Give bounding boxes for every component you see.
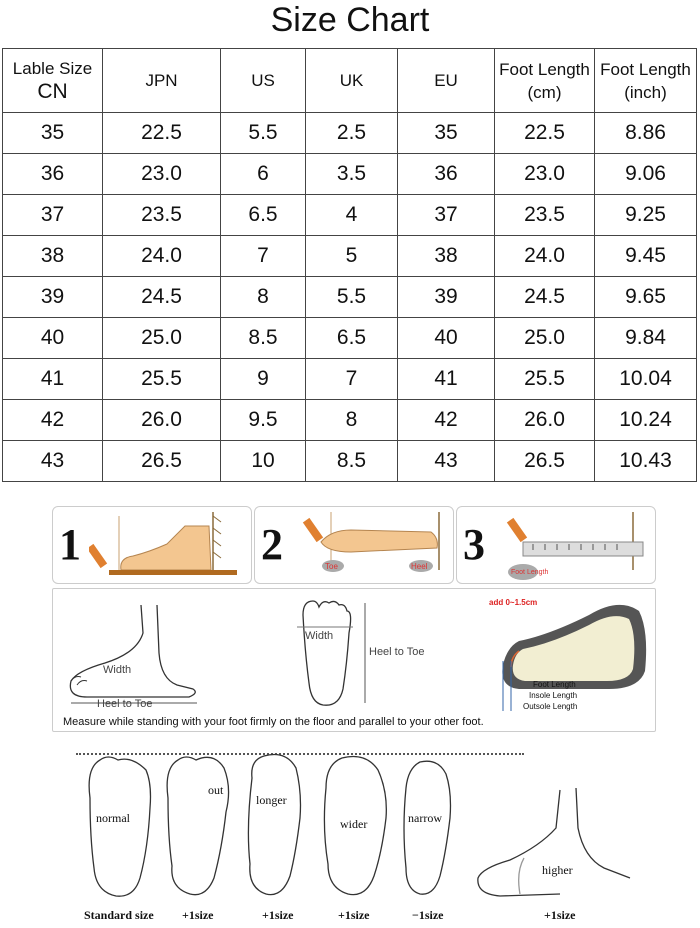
- table-cell: 9.25: [595, 195, 697, 236]
- foot-type-longer: longer: [256, 793, 287, 807]
- foot-type-size-labels: [0, 908, 700, 926]
- heel-label: Heel: [411, 562, 428, 571]
- table-cell: 22.5: [495, 113, 595, 154]
- foot-length-tag: Foot Length: [511, 569, 549, 576]
- table-cell: 38: [398, 236, 495, 277]
- outsole-length-label: Outsole Length: [523, 702, 578, 711]
- add-length-label: add 0~1.5cm: [489, 598, 538, 607]
- table-row: [3, 359, 697, 400]
- table-cell: 9.5: [221, 400, 306, 441]
- step-2-illustration: [291, 508, 451, 582]
- foot-type-out: out: [208, 783, 224, 797]
- column-header-foot-inch: Foot Length (inch): [595, 49, 697, 113]
- size-label-longer: +1size: [262, 908, 294, 922]
- table-row: [3, 277, 697, 318]
- column-header-jpn: JPN: [103, 49, 221, 113]
- table-cell: 23.0: [495, 154, 595, 195]
- table-row: [3, 318, 697, 359]
- table-cell: 41: [3, 359, 103, 400]
- table-row: [3, 441, 697, 482]
- table-cell: 10: [221, 441, 306, 482]
- size-label-wider: +1size: [338, 908, 370, 922]
- table-cell: 8.86: [595, 113, 697, 154]
- table-cell: 25.5: [495, 359, 595, 400]
- step-1-panel: [52, 506, 252, 584]
- table-cell: 7: [221, 236, 306, 277]
- step-3-panel: [456, 506, 656, 584]
- table-cell: 23.0: [103, 154, 221, 195]
- table-row: [3, 154, 697, 195]
- table-cell: 23.5: [495, 195, 595, 236]
- table-cell: 6: [221, 154, 306, 195]
- column-header-cn: Lable Size CN: [3, 49, 103, 113]
- foot-type-narrow: narrow: [408, 811, 442, 825]
- insole-length-label: Insole Length: [529, 691, 578, 700]
- table-cell: 24.0: [103, 236, 221, 277]
- table-cell: 8: [221, 277, 306, 318]
- table-cell: 6.5: [306, 318, 398, 359]
- foot-type-wider: wider: [340, 817, 368, 831]
- table-cell: 2.5: [306, 113, 398, 154]
- table-row: [3, 195, 697, 236]
- table-cell: 38: [3, 236, 103, 277]
- foot-types-illustration: [0, 748, 700, 898]
- size-label-standard: Standard size: [84, 908, 154, 922]
- foot-length-label: Foot Length: [533, 680, 576, 689]
- size-table: [2, 48, 697, 482]
- table-cell: 10.43: [595, 441, 697, 482]
- size-label-higher: +1size: [544, 908, 576, 922]
- table-row: [3, 113, 697, 154]
- step-1-number: 1: [59, 520, 81, 569]
- toe-label: Toe: [325, 562, 338, 571]
- table-cell: 8.5: [306, 441, 398, 482]
- table-cell: 26.0: [495, 400, 595, 441]
- step-1-illustration: [89, 508, 249, 582]
- table-cell: 40: [3, 318, 103, 359]
- table-cell: 26.5: [103, 441, 221, 482]
- table-cell: 26.0: [103, 400, 221, 441]
- table-cell: 9: [221, 359, 306, 400]
- table-cell: 37: [3, 195, 103, 236]
- table-cell: 9.06: [595, 154, 697, 195]
- table-cell: 35: [3, 113, 103, 154]
- table-cell: 36: [398, 154, 495, 195]
- side-view-foot-illustration: [57, 593, 237, 713]
- column-header-foot-cm: Foot Length (cm): [495, 49, 595, 113]
- step-3-number: 3: [463, 520, 485, 569]
- table-cell: 25.0: [495, 318, 595, 359]
- measure-instruction: Measure while standing with your foot firmly on the floor and parallel to your other foot.: [63, 716, 484, 728]
- shoe-length-illustration: [489, 591, 649, 715]
- table-cell: 5: [306, 236, 398, 277]
- table-cell: 25.5: [103, 359, 221, 400]
- table-cell: 10.04: [595, 359, 697, 400]
- table-cell: 37: [398, 195, 495, 236]
- table-cell: 9.84: [595, 318, 697, 359]
- sole-view-foot-illustration: [283, 593, 483, 713]
- foot-type-higher: higher: [542, 863, 573, 877]
- table-row: [3, 236, 697, 277]
- table-cell: 5.5: [306, 277, 398, 318]
- table-cell: 26.5: [495, 441, 595, 482]
- heel-to-toe-label-2: Heel to Toe: [369, 646, 425, 658]
- step-2-number: 2: [261, 520, 283, 569]
- table-cell: 25.0: [103, 318, 221, 359]
- table-cell: 23.5: [103, 195, 221, 236]
- table-row: [3, 400, 697, 441]
- table-cell: 22.5: [103, 113, 221, 154]
- table-cell: 35: [398, 113, 495, 154]
- measure-panel: [52, 588, 656, 732]
- table-cell: 6.5: [221, 195, 306, 236]
- step-3-illustration: [493, 508, 653, 582]
- table-cell: 43: [3, 441, 103, 482]
- size-label-out: +1size: [182, 908, 214, 922]
- width-label: Width: [103, 664, 132, 676]
- table-cell: 5.5: [221, 113, 306, 154]
- foot-type-normal: normal: [96, 811, 130, 825]
- table-cell: 24.5: [495, 277, 595, 318]
- table-cell: 24.5: [103, 277, 221, 318]
- table-cell: 10.24: [595, 400, 697, 441]
- table-cell: 42: [398, 400, 495, 441]
- table-cell: 24.0: [495, 236, 595, 277]
- table-cell: 8: [306, 400, 398, 441]
- table-cell: 42: [3, 400, 103, 441]
- width-label-2: Width: [305, 630, 334, 642]
- column-header-uk: UK: [306, 49, 398, 113]
- step-2-panel: [254, 506, 454, 584]
- table-cell: 4: [306, 195, 398, 236]
- column-header-eu: EU: [398, 49, 495, 113]
- table-cell: 7: [306, 359, 398, 400]
- table-cell: 41: [398, 359, 495, 400]
- table-cell: 40: [398, 318, 495, 359]
- table-cell: 39: [398, 277, 495, 318]
- table-cell: 36: [3, 154, 103, 195]
- table-cell: 8.5: [221, 318, 306, 359]
- page-title: Size Chart: [270, 1, 430, 39]
- table-cell: 43: [398, 441, 495, 482]
- table-cell: 3.5: [306, 154, 398, 195]
- column-header-us: US: [221, 49, 306, 113]
- table-cell: 9.65: [595, 277, 697, 318]
- size-label-narrow: −1size: [412, 908, 444, 922]
- table-cell: 39: [3, 277, 103, 318]
- heel-to-toe-label: Heel to Toe: [97, 698, 153, 710]
- table-header-row: [3, 49, 697, 113]
- table-cell: 9.45: [595, 236, 697, 277]
